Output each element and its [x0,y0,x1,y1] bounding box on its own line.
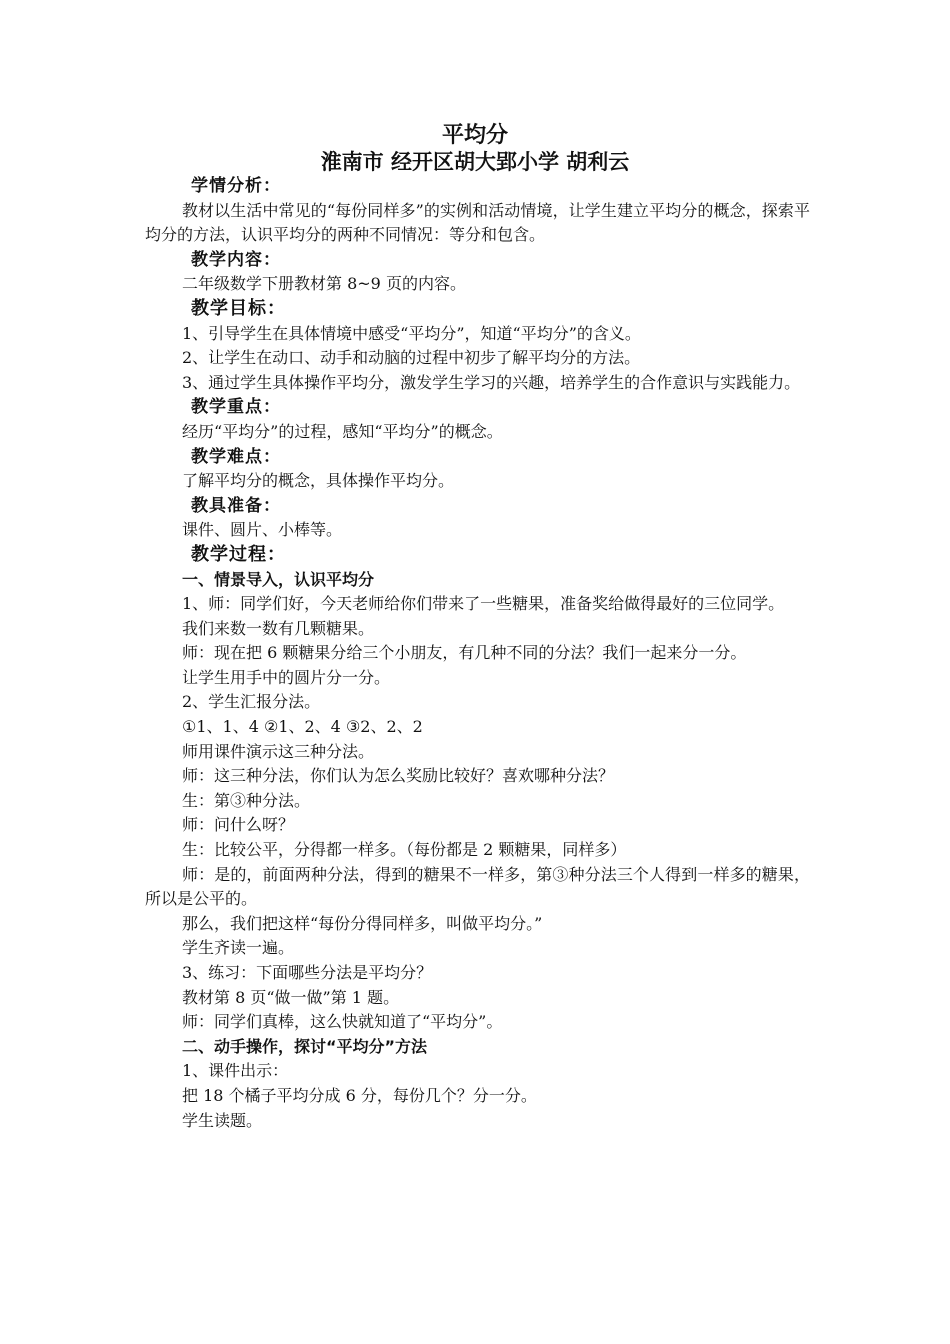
subsection-heading: 一、情景导入，认识平均分 [182,569,375,589]
paragraph: 教材以生活中常见的“每份同样多”的实例和活动情境，让学生建立平均分的概念，探索平均分的方法，认识平均分的两种不同情况：等分和包含。 [145,200,810,245]
paragraph: ①1、1、4 ②1、2、4 ③2、2、2 [182,717,423,737]
section-heading: 教学重点： [191,397,281,418]
paragraph: 课件、圆片、小棒等。 [182,520,343,540]
paragraph: 生：第③种分法。 [182,790,311,810]
paragraph: 师：这三种分法，你们认为怎么奖励比较好？喜欢哪种分法？ [182,766,615,786]
paragraph: 生：比较公平，分得都一样多。（每份都是 2 颗糖果，同样多） [182,840,627,860]
paragraph: 师：现在把 6 颗糖果分给三个小朋友，有几种不同的分法？我们一起来分一分。 [182,643,747,663]
paragraph: 师：同学们真棒，这么快就知道了“平均分”。 [182,1012,503,1032]
subsection-heading: 二、动手操作，探讨“平均分”方法 [182,1036,428,1056]
paragraph: 学生读题。 [182,1110,263,1130]
document-title: 平均分 [441,123,508,148]
paragraph: 2、让学生在动口、动手和动脑的过程中初步了解平均分的方法。 [182,348,641,368]
paragraph: 经历“平均分”的过程，感知“平均分”的概念。 [182,421,503,441]
paragraph: 2、学生汇报分法。 [182,692,321,712]
paragraph: 1、师：同学们好，今天老师给你们带来了一些糖果，准备奖给做得最好的三位同学。 [182,594,785,614]
paragraph: 学生齐读一遍。 [182,938,295,958]
paragraph: 1、引导学生在具体情境中感受“平均分”，知道“平均分”的含义。 [182,323,641,343]
paragraph: 1、课件出示： [182,1061,289,1081]
paragraph: 师：是的，前面两种分法，得到的糖果不一样多，第③种分法三个人得到一样多的糖果，所以是公平的。 [145,864,810,909]
paragraph: 了解平均分的概念，具体操作平均分。 [182,471,455,491]
paragraph: 教材第 8 页“做一做”第 1 题。 [182,987,400,1007]
section-heading: 教学目标： [191,297,286,319]
paragraph: 二年级数学下册教材第 8~9 页的内容。 [182,274,466,294]
section-heading: 学情分析： [191,176,281,196]
paragraph: 师用课件演示这三种分法。 [182,741,375,761]
paragraph: 3、练习：下面哪些分法是平均分？ [182,963,433,982]
paragraph: 那么，我们把这样“每份分得同样多，叫做平均分。” [182,913,543,933]
section-heading: 教学难点： [191,446,281,467]
document-author: 淮南市 经开区胡大郢小学 胡利云 [320,150,630,174]
paragraph: 3、通过学生具体操作平均分，激发学生学习的兴趣，培养学生的合作意识与实践能力。 [182,372,801,392]
section-heading: 教学过程： [191,543,286,565]
document-body [145,174,810,1133]
section-heading: 教学内容： [191,249,281,270]
paragraph: 我们来数一数有几颗糖果。 [182,618,375,638]
paragraph: 师：问什么呀？ [182,815,295,835]
paragraph: 把 18 个橘子平均分成 6 分，每份几个？分一分。 [182,1085,537,1105]
paragraph: 让学生用手中的圆片分一分。 [182,667,391,687]
section-heading: 教具准备： [191,495,281,516]
